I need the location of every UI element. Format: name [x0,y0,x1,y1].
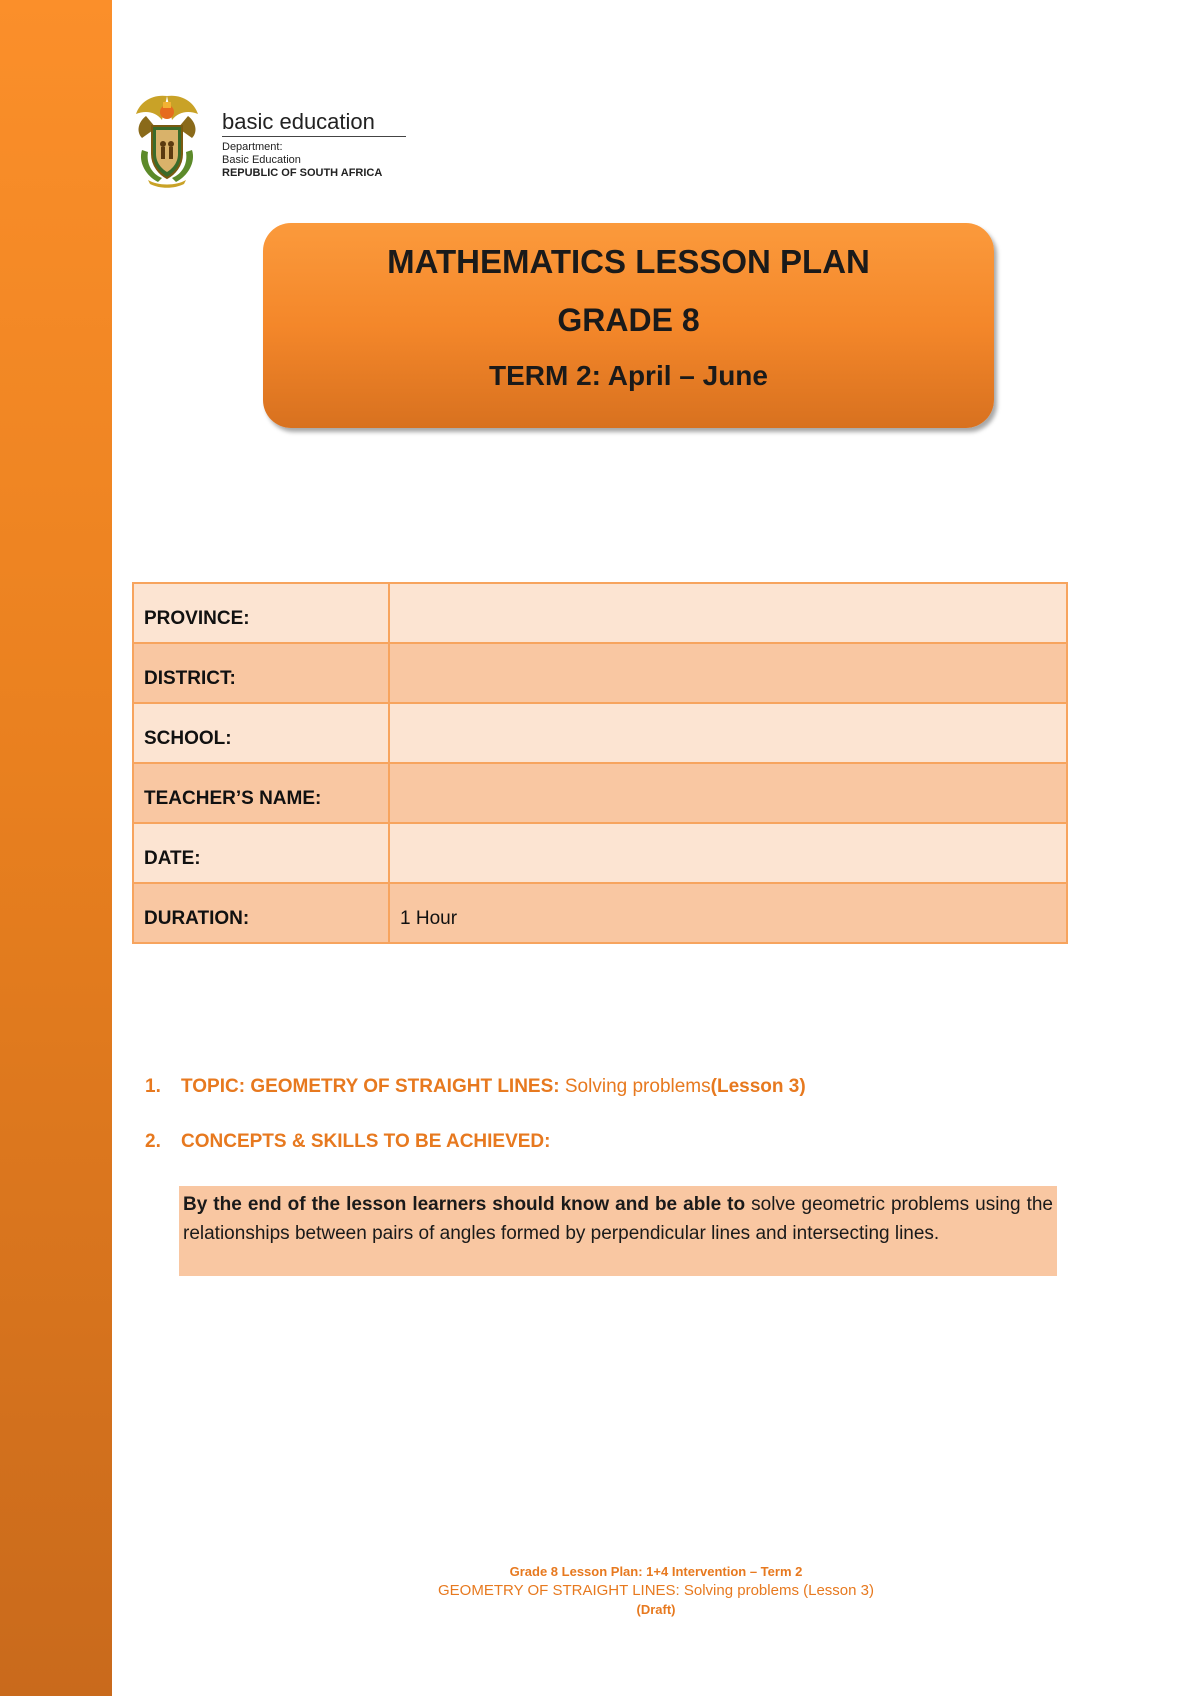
concepts-heading: CONCEPTS & SKILLS TO BE ACHIEVED: [181,1131,551,1152]
date-value [389,823,1067,883]
concepts-number: 2. [145,1131,161,1152]
school-label: SCHOOL: [133,703,389,763]
district-value [389,643,1067,703]
topic-subtitle: Solving problems [559,1076,711,1097]
table-row [133,643,1067,703]
page-footer [112,1562,1200,1619]
learning-objective-box [179,1186,1057,1276]
concepts-item [145,1131,550,1153]
logo-department-label: Department: [222,141,283,153]
district-label: DISTRICT: [133,643,389,703]
topic-heading: TOPIC: GEOMETRY OF STRAIGHT LINES: [181,1076,560,1097]
table-row [133,823,1067,883]
school-value [389,703,1067,763]
province-label: PROVINCE: [133,583,389,643]
duration-label: DURATION: [133,883,389,943]
title-banner [263,223,994,428]
province-value [389,583,1067,643]
objective-lead: By the end of the lesson learners should know and be able to [183,1194,746,1215]
objective-text: solve geometric problems using the relationships between pairs of angles formed by perpendicular lines and intersecting lines. [183,1194,1053,1244]
lesson-info-table [132,582,1068,944]
topic-item [145,1076,806,1098]
teacher-name-label: TEACHER’S NAME: [133,763,389,823]
document-title: MATHEMATICS LESSON PLAN [387,243,870,280]
grade-heading: GRADE 8 [557,302,700,338]
topic-number: 1. [145,1076,161,1097]
topic-lesson-number: (Lesson 3) [710,1076,806,1097]
table-row [133,883,1067,943]
table-row [133,703,1067,763]
table-row [133,763,1067,823]
footer-course-line: Grade 8 Lesson Plan: 1+4 Intervention – Term 2 [509,1564,803,1579]
teacher-name-value [389,763,1067,823]
logo-country: REPUBLIC OF SOUTH AFRICA [222,167,383,179]
logo-title: basic education [222,110,406,137]
logo-department-name: Basic Education [222,154,301,166]
coat-of-arms-icon [132,92,202,188]
duration-value: 1 Hour [389,883,1067,943]
department-logo [132,92,432,192]
date-label: DATE: [133,823,389,883]
term-heading: TERM 2: April – June [488,360,768,391]
footer-draft-label: (Draft) [636,1602,676,1617]
side-accent-bar [0,0,112,1696]
table-row [133,583,1067,643]
footer-topic-line: GEOMETRY OF STRAIGHT LINES: Solving problems (Lesson 3) [438,1582,874,1599]
